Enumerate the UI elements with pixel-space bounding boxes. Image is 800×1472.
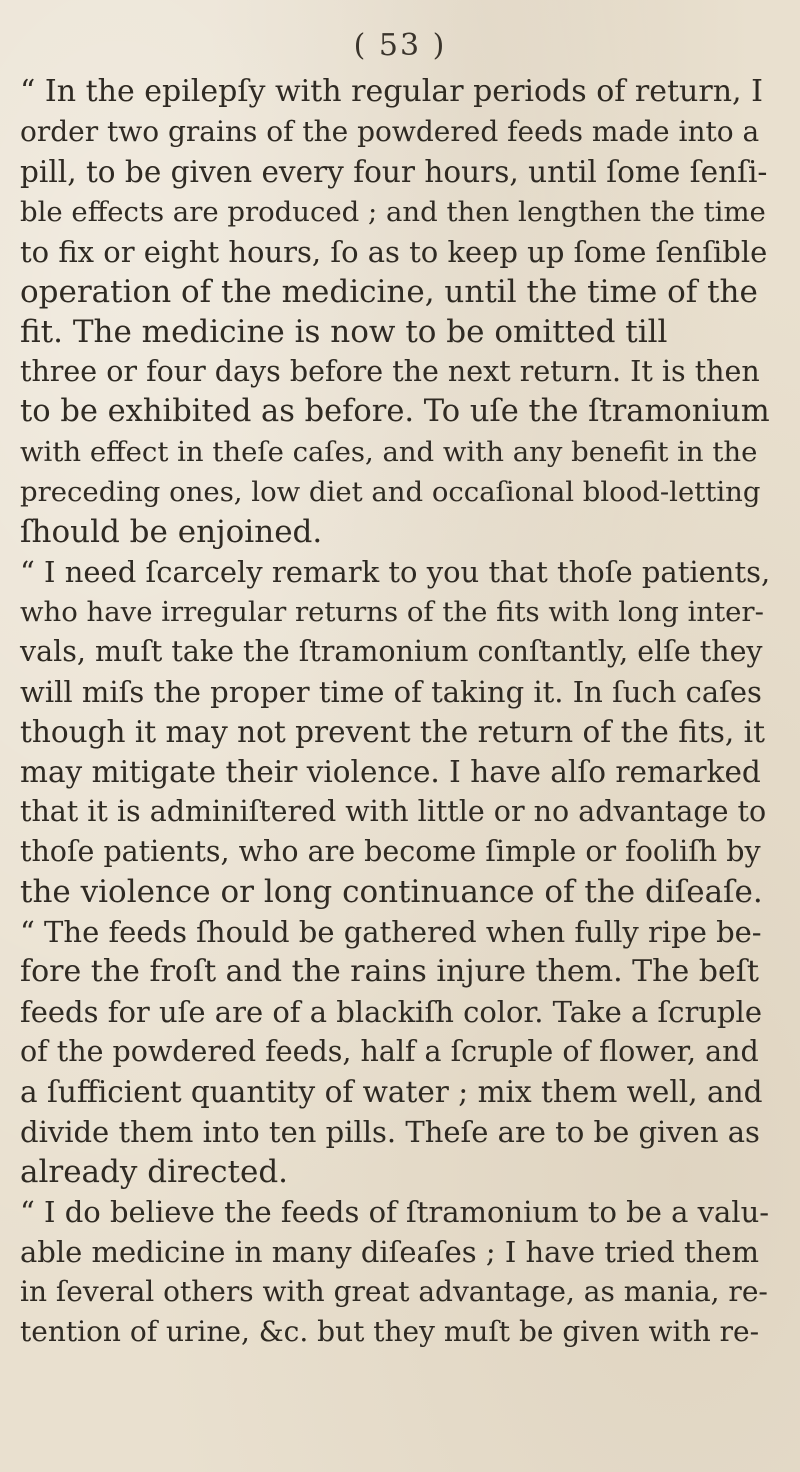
text-line: with effect in theſe caſes, and with any benefit in the bbox=[20, 436, 758, 468]
text-line: to be exhibited as before. To uſe the ſtramonium bbox=[20, 394, 770, 429]
text-line: though it may not prevent the return of the fits, it bbox=[20, 715, 765, 749]
text-line: operation of the medicine, until the time of the bbox=[20, 274, 758, 310]
text-line: “ I do believe the feeds of ſtramonium to be a valu- bbox=[20, 1195, 770, 1229]
text-line: “ I need ſcarcely remark to you that thoſe patients, bbox=[20, 555, 771, 589]
text-line: three or four days before the next return. It is then bbox=[20, 355, 760, 388]
text-line: able medicine in many diſeaſes ; I have tried them bbox=[20, 1235, 759, 1269]
text-line: preceding ones, low diet and occaſional blood-letting bbox=[20, 476, 761, 508]
text-line: the violence or long continuance of the diſeaſe. bbox=[20, 874, 763, 910]
text-line: ſhould be enjoined. bbox=[20, 514, 323, 550]
text-line: “ The feeds ſhould be gathered when fully ripe be- bbox=[20, 915, 762, 949]
text-line: fore the froſt and the rains injure them. The beſt bbox=[20, 954, 759, 989]
text-line: “ In the epilepſy with regular periods of return, I bbox=[20, 74, 763, 109]
text-line: in ſeveral others with great advantage, as mania, re- bbox=[20, 1275, 768, 1308]
text-line: ble effects are produced ; and then lengthen the time bbox=[20, 196, 766, 228]
text-line: vals, muſt take the ſtramonium conſtantly, elſe they bbox=[20, 635, 763, 668]
text-line: feeds for uſe are of a blackiſh color. Take a ſcruple bbox=[20, 995, 762, 1029]
text-line: fit. The medicine is now to be omitted till bbox=[20, 314, 668, 350]
text-line: thoſe patients, who are become ſimple or fooliſh by bbox=[20, 835, 761, 868]
page-number: ( 53 ) bbox=[353, 28, 447, 63]
text-line: divide them into ten pills. Theſe are to be given as bbox=[20, 1115, 760, 1149]
text-line: tention of urine, &c. but they muſt be given with re- bbox=[20, 1315, 760, 1348]
text-line: to fix or eight hours, ſo as to keep up ſome ſenſible bbox=[20, 235, 768, 269]
text-line: already directed. bbox=[20, 1154, 289, 1190]
text-line: may mitigate their violence. I have alſo remarked bbox=[20, 755, 761, 789]
text-line: who have irregular returns of the fits with long inter- bbox=[20, 596, 764, 628]
text-line: that it is adminiſtered with little or no advantage to bbox=[20, 795, 767, 828]
text-line: will miſs the proper time of taking it. In ſuch caſes bbox=[20, 675, 762, 709]
text-line: of the powdered feeds, half a ſcruple of flower, and bbox=[20, 1035, 759, 1068]
text-line: pill, to be given every four hours, until ſome ſenſi- bbox=[20, 155, 768, 189]
text-line: order two grains of the powdered feeds made into a bbox=[20, 115, 760, 148]
text-line: a ſufficient quantity of water ; mix them well, and bbox=[20, 1075, 763, 1109]
